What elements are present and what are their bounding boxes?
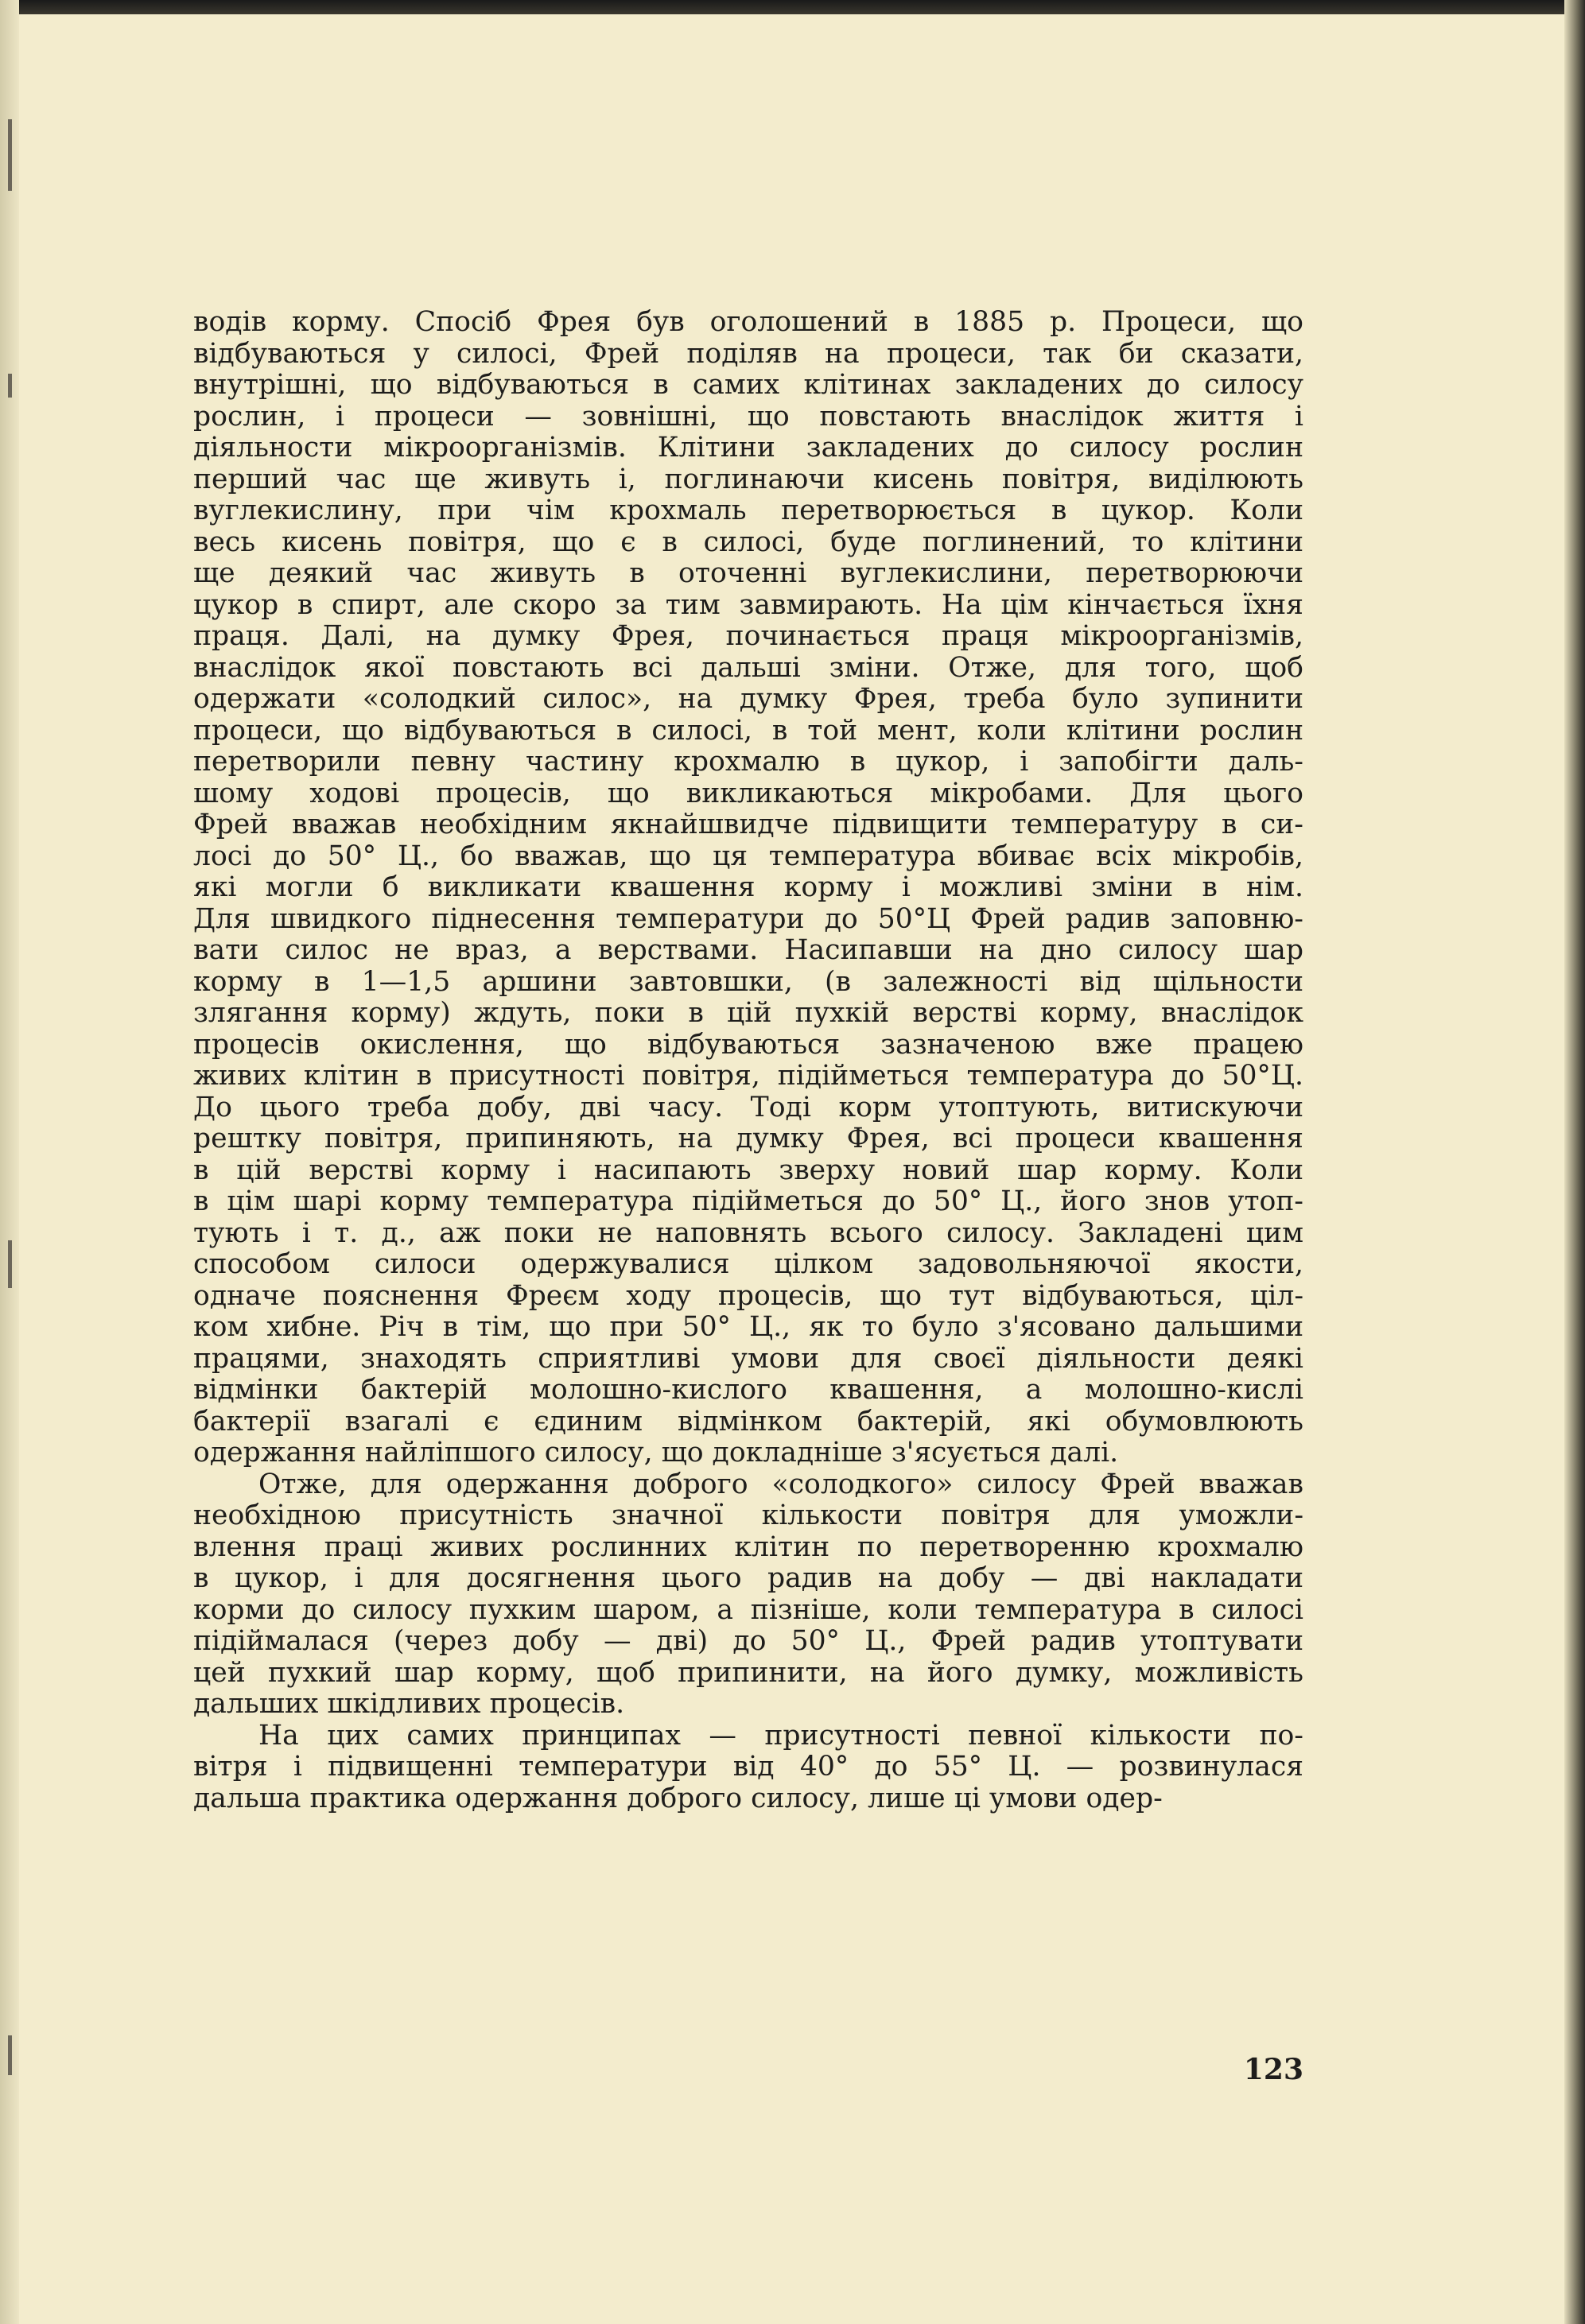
text-line: вуглекислину, при чім крохмаль перетворюється в цукор. Коли [193,495,1303,526]
text-line: перетворили певну частину крохмалю в цукор, і запобігти даль- [193,746,1303,778]
text-line: лосі до 50° Ц., бо вважав, що ця температура вбиває всіх мікробів, [193,840,1303,872]
text-line: вати силос не враз, а верствами. Насипавши на дно силосу шар [193,934,1303,966]
text-line: які могли б викликати квашення корму і можливі зміни в нім. [193,871,1303,903]
text-line: цей пухкий шар корму, щоб припинити, на його думку, можливість [193,1656,1303,1689]
text-line: Отже, для одержання доброго «солодкого» силосу Фрей вважав [258,1468,1303,1500]
scan-edge-mark [8,374,12,398]
scan-edge-mark [8,2035,12,2075]
text-line: рослин, і процеси — зовнішні, що повстають внаслідок життя і [193,400,1303,433]
text-line: відмінки бактерій молошно-кислого квашення, а молошно-кислі [193,1374,1303,1406]
text-line: внаслідок якої повстають всі дальші зміни. Отже, для того, щоб [193,651,1303,684]
text-line: На цих самих принципах — присутності певної кількости по- [258,1719,1303,1752]
text-line: одначе пояснення Фреєм ходу процесів, що тут відбуваються, ціл- [193,1279,1303,1312]
text-line: ком хибне. Річ в тім, що при 50° Ц., як то було з'ясовано дальшими [193,1311,1303,1343]
text-line: працями, знаходять сприятливі умови для своєї діяльности деякі [193,1342,1303,1375]
text-line: процеси, що відбуваються в силосі, в той мент, коли клітини рослин [193,714,1303,747]
text-line: Фрей вважав необхідним якнайшвидче підвищити температуру в си- [193,809,1303,840]
body-text [193,307,1303,1814]
scan-edge-mark [8,119,12,191]
text-line: влення праці живих рослинних клітин по перетворенню крохмалю [193,1531,1303,1563]
text-line: в цім шарі корму температура підійметься до 50° Ц., його знов утоп- [193,1185,1303,1217]
text-line: корму в 1—1,5 аршини завтовшки, (в залежності від щільности [193,965,1303,998]
text-line: дальших шкідливих процесів. [193,1688,625,1720]
text-line: внутрішні, що відбуваються в самих клітинах закладених до силосу [193,369,1303,401]
text-line: шому ходові процесів, що викликаються мікробами. Для цього [193,777,1303,809]
text-line: в цукор, і для досягнення цього радив на добу — дві накладати [193,1562,1303,1594]
paragraph-1 [193,307,1303,1469]
text-line: одержання найліпшого силосу, що докладніше з'ясується далі. [193,1437,1119,1469]
text-line: тують і т. д., аж поки не наповнять всього силосу. Закладені цим [193,1216,1303,1249]
scan-left-edge [0,0,19,2324]
text-line: Для швидкого піднесення температури до 50°Ц Фрей радив заповню- [193,902,1303,935]
text-line: діяльности мікроорганізмів. Клітини закладених до силосу рослин [193,432,1303,464]
text-line: процесів окислення, що відбуваються зазначеною вже працею [193,1028,1303,1061]
text-line: водів корму. Спосіб Фрея був оголошений в 1885 р. Процеси, що [193,306,1303,338]
text-line: вітря і підвищенні температури від 40° до 55° Ц. — розвинулася [193,1751,1303,1783]
text-line: в цій верстві корму і насипають зверху новий шар корму. Коли [193,1154,1303,1186]
text-line: дальша практика одержання доброго силосу, лише ці умови одер- [193,1782,1163,1814]
paragraph-3 [193,1721,1303,1815]
text-line: способом силоси одержувалися цілком задовольняючої якости, [193,1248,1303,1280]
text-line: одержати «солодкий силос», на думку Фрея, треба було зупинити [193,683,1303,715]
text-line: підіймалася (через добу — дві) до 50° Ц., Фрей радив утоптувати [193,1625,1303,1657]
text-line: праця. Далі, на думку Фрея, починається праця мікроорганізмів, [193,620,1303,652]
text-line: відбуваються у силосі, Фрей поділяв на процеси, так би сказати, [193,337,1303,370]
text-line: ще деякий час живуть в оточенні вуглекислини, перетворюючи [193,557,1303,589]
text-line: необхідною присутність значної кількости повітря для уможли- [193,1500,1303,1531]
text-line: бактерії взагалі є єдиним відмінком бактерій, які обумовлюють [193,1405,1303,1437]
scan-edge-mark [8,1240,12,1288]
paragraph-2 [193,1469,1303,1721]
text-line: злягання корму) ждуть, поки в цій пухкій верстві корму, внаслідок [193,997,1303,1029]
text-line: цукор в спирт, але скоро за тим завмирають. На цім кінчається їхня [193,588,1303,621]
scan-top-border [0,0,1585,14]
text-line: живих клітин в присутності повітря, підійметься температура до 50°Ц. [193,1060,1303,1092]
text-line: рештку повітря, припиняють, на думку Фрея, всі процеси квашення [193,1123,1303,1154]
page-number: 123 [1243,2053,1303,2086]
scan-right-edge [1564,0,1585,2324]
text-line: весь кисень повітря, що є в силосі, буде поглинений, то клітини [193,526,1303,558]
text-line: До цього треба добу, дві часу. Тоді корм утоптують, витискуючи [193,1091,1303,1123]
text-line: перший час ще живуть і, поглинаючи кисень повітря, виділюють [193,463,1303,495]
text-line: корми до силосу пухким шаром, а пізніше, коли температура в силосі [193,1593,1303,1626]
